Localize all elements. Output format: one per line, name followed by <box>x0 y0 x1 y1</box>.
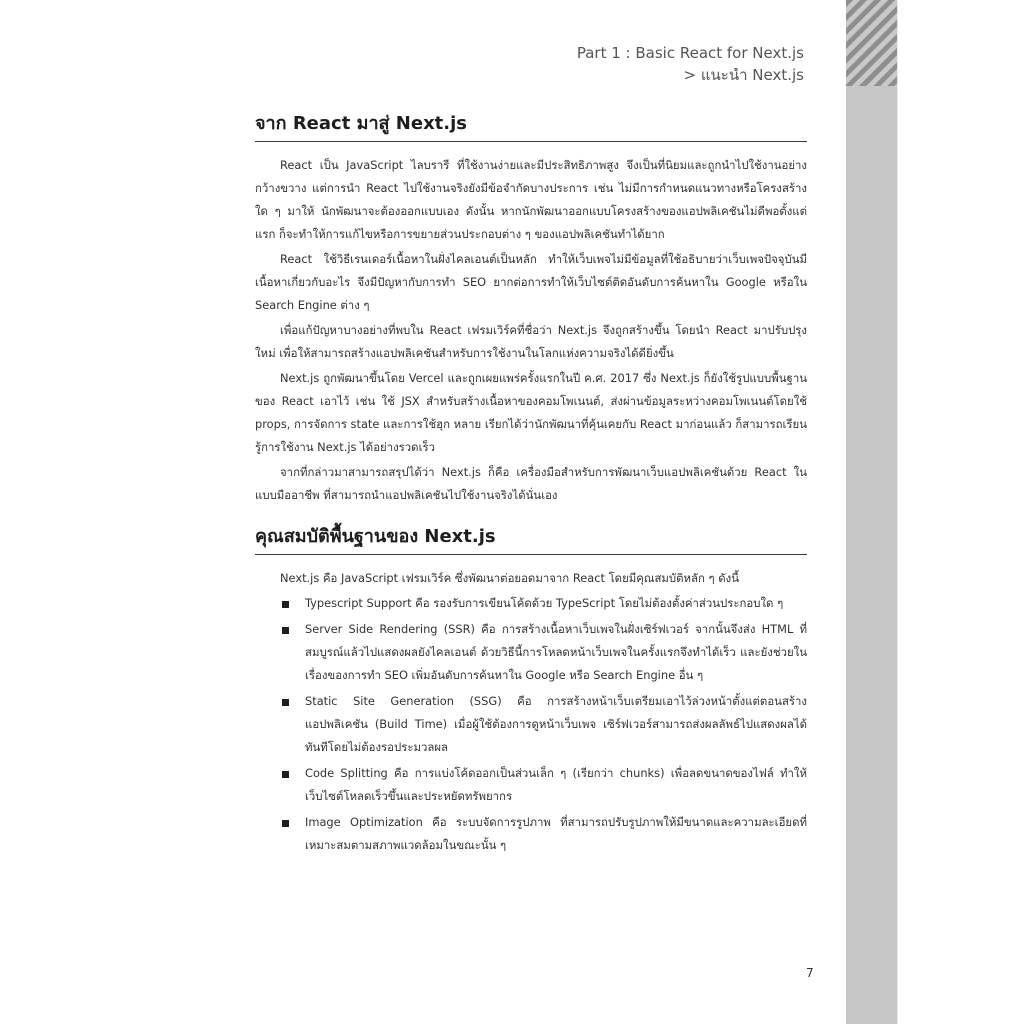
section-title-nextjs-features: คุณสมบัติพื้นฐานของ Next.js <box>255 521 807 555</box>
chapter-title: > แนะนำ Next.js <box>683 66 804 84</box>
list-item <box>255 618 807 687</box>
page-edge <box>897 0 898 1024</box>
bullet-icon <box>282 771 289 778</box>
section-title-from-react-to-nextjs: จาก React มาสู่ Next.js <box>255 108 807 142</box>
paragraph: React เป็น JavaScript ไลบรารี ที่ใช้งานง่ายและมีประสิทธิภาพสูง จึงเป็นที่นิยมและถูกนำไปใช้งานอย่างกว้างขวาง แต่การนำ React ไปใช้งานจริงยังมีข้อจำกัดบางประการ เช่น ไม่มีการกำหนดแนวทางหรือโครงสร้างใด ๆ มาให้ นักพัฒนาจะต้องออกแบบเอง ดังนั้น หากนักพัฒนาออกแบบโครงสร้างของแอปพลิเคชันไม่ดีพอตั้งแต่แรก ก็จะทำให้การแก้ไขหรือการขยายส่วนประกอบต่าง ๆ ของแอปพลิเคชันทำได้ยาก <box>255 158 807 241</box>
paragraph: Next.js ถูกพัฒนาขึ้นโดย Vercel และถูกเผยแพร่ครั้งแรกในปี ค.ศ. 2017 ซึ่ง Next.js ก็ยังใช้รูปแบบพื้นฐานของ React เอาไว้ เช่น ใช้ JSX สำหรับสร้างเนื้อหาของคอมโพเนนต์, ส่งผ่านข้อมูลระหว่างคอมโพเนนต์โดยใช้ props, การจัดการ state และการใช้ฮุก หลาย เรียกได้ว่านักพัฒนาที่คุ้นเคยกับ React มาก่อนแล้ว ก็สามารถเรียนรู้การใช้งาน Next.js ได้อย่างรวดเร็ว <box>255 371 807 454</box>
bullet-icon <box>282 699 289 706</box>
feature-text: Image Optimization คือ ระบบจัดการรูปภาพ ที่สามารถปรับรูปภาพให้มีขนาดและความละเอียดที่เหมาะสมตามสภาพแวดล้อมในขณะนั้น ๆ <box>305 815 807 852</box>
paragraph: เพื่อแก้ปัญหาบางอย่างที่พบใน React เฟรมเวิร์คที่ชื่อว่า Next.js จึงถูกสร้างขึ้น โดยนำ React มาปรับปรุงใหม่ เพื่อให้สามารถสร้างแอปพลิเคชันสำหรับการใช้งานในโลกแห่งความจริงได้ดียิ่งขึ้น <box>255 323 807 360</box>
list-item <box>255 811 807 857</box>
part-title: Part 1 : Basic React for Next.js <box>576 44 804 62</box>
feature-text: Server Side Rendering (SSR) คือ การสร้างเนื้อหาเว็บเพจในฝั่งเซิร์ฟเวอร์ จากนั้นจึงส่ง HTML ที่สมบูรณ์แล้วไปแสดงผลยังไคลเอนต์ ด้วยวิธีนี้การโหลดหน้าเว็บเพจในครั้งแรกจึงทำได้เร็ว และยังช่วยในเรื่องของการทำ SEO เพิ่มอันดับการค้นหาใน Google หรือ Search Engine อื่น ๆ <box>305 622 807 682</box>
list-item <box>255 762 807 808</box>
hatched-corner-decoration <box>846 0 897 86</box>
page-content <box>255 108 807 860</box>
running-header <box>577 42 804 86</box>
paragraph: React ใช้วิธีเรนเดอร์เนื้อหาในฝั่งไคลเอนต์เป็นหลัก ทำให้เว็บเพจไม่มีข้อมูลที่ใช้อธิบายว่าเว็บเพจปัจจุบันมีเนื้อหาเกี่ยวกับอะไร จึงมีปัญหากับการทำ SEO ยากต่อการทำให้เว็บไซต์ติดอันดับการค้นหาใน Google หรือใน Search Engine ต่าง ๆ <box>255 252 807 312</box>
page-number: 7 <box>806 966 814 980</box>
side-strip <box>846 0 897 1024</box>
feature-text: Static Site Generation (SSG) คือ การสร้างหน้าเว็บเตรียมเอาไว้ล่วงหน้าตั้งแต่ตอนสร้างแอปพลิเคชัน (Build Time) เมื่อผู้ใช้ต้องการดูหน้าเว็บเพจ เซิร์ฟเวอร์สามารถส่งผลลัพธ์ไปแสดงผลได้ทันทีโดยไม่ต้องรอประมวลผล <box>305 694 807 754</box>
bullet-icon <box>282 601 289 608</box>
bullet-icon <box>282 627 289 634</box>
feature-text: Code Splitting คือ การแบ่งโค้ดออกเป็นส่วนเล็ก ๆ (เรียกว่า chunks) เพื่อลดขนาดของไฟล์ ทำให้เว็บไซต์โหลดเร็วขึ้นและประหยัดทรัพยากร <box>305 766 807 803</box>
paragraph: จากที่กล่าวมาสามารถสรุปได้ว่า Next.js ก็คือ เครื่องมือสำหรับการพัฒนาเว็บแอปพลิเคชันด้วย React ในแบบมืออาชีพ ที่สามารถนำแอปพลิเคชันไปใช้งานจริงได้นั่นเอง <box>255 465 807 502</box>
bullet-icon <box>282 820 289 827</box>
features-list <box>255 592 807 857</box>
features-intro: Next.js คือ JavaScript เฟรมเวิร์ค ซึ่งพัฒนาต่อยอดมาจาก React โดยมีคุณสมบัติหลัก ๆ ดังนี้ <box>280 571 740 585</box>
list-item <box>255 592 807 615</box>
list-item <box>255 690 807 759</box>
feature-text: Typescript Support คือ รองรับการเขียนโค้ดด้วย TypeScript โดยไม่ต้องตั้งค่าส่วนประกอบใด ๆ <box>305 596 784 610</box>
